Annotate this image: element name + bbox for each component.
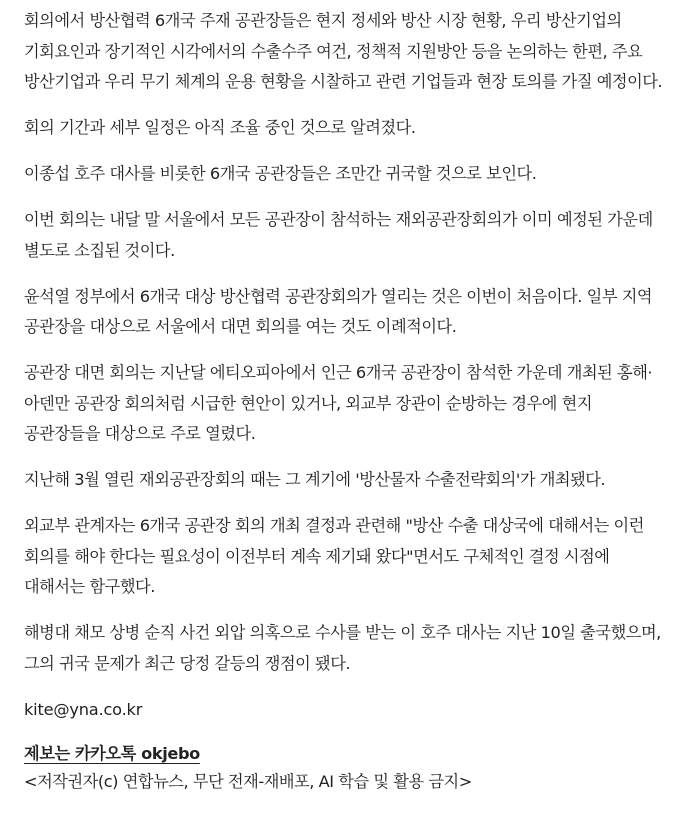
article-paragraph-2: 회의 기간과 세부 일정은 아직 조율 중인 것으로 알려졌다. xyxy=(24,118,416,137)
kakaotalk-tip-link[interactable]: 제보는 카카오톡 okjebo xyxy=(24,743,200,763)
article-paragraph-7: 지난해 3월 열린 재외공관장회의 때는 그 계기에 '방산물자 수출전략회의'가 개최됐다. xyxy=(24,470,606,489)
article-paragraph-4: 이번 회의는 내달 말 서울에서 모든 공관장이 참석하는 재외공관장회의가 이미 예정된 가운데 별도로 소집된 것이다. xyxy=(24,210,653,260)
article-paragraph-3: 이종섭 호주 대사를 비롯한 6개국 공관장들은 조만간 귀국할 것으로 보인다. xyxy=(24,164,537,183)
article-paragraph-9: 해병대 채모 상병 순직 사건 외압 의혹으로 수사를 받는 이 호주 대사는 지난 10일 출국했으며, 그의 귀국 문제가 최근 당정 갈등의 쟁점이 됐다. xyxy=(24,623,661,673)
article-paragraph-6: 공관장 대면 회의는 지난달 에티오피아에서 인근 6개국 공관장이 참석한 가운데 개최된 홍해·아덴만 공관장 회의처럼 시급한 현안이 있거나, 외교부 장관이 순방하는 경우에 현지 공관장들을 대상으로 주로 열렸다. xyxy=(24,363,653,443)
reporter-email[interactable]: kite@yna.co.kr xyxy=(24,699,143,719)
copyright-notice: <저작권자(c) 연합뉴스, 무단 전재-재배포, AI 학습 및 활용 금지> xyxy=(24,771,472,791)
tip-line xyxy=(24,740,665,768)
article-paragraph-5: 윤석열 정부에서 6개국 대상 방산협력 공관장회의가 열리는 것은 이번이 처음이다. 일부 지역 공관장을 대상으로 서울에서 대면 회의를 여는 것도 이례적이다. xyxy=(24,286,653,336)
article-paragraph-8: 외교부 관계자는 6개국 공관장 회의 개최 결정과 관련해 "방산 수출 대상국에 대해서는 이런 회의를 해야 한다는 필요성이 이전부터 계속 제기돼 왔다"면서도 구체적인 결정 시점에 대해서는 함구했다. xyxy=(24,516,644,596)
article-paragraph-1: 회의에서 방산협력 6개국 주재 공관장들은 현지 정세와 방산 시장 현황, 우리 방산기업의 기회요인과 장기적인 시각에서의 수출수주 여건, 정책적 지원방안 등을 논의하는 한편, 주요 방산기업과 우리 무기 체계의 운용 현황을 시찰하고 관련 기업들과 현장 토의를 가질 예정이다. xyxy=(24,11,663,91)
